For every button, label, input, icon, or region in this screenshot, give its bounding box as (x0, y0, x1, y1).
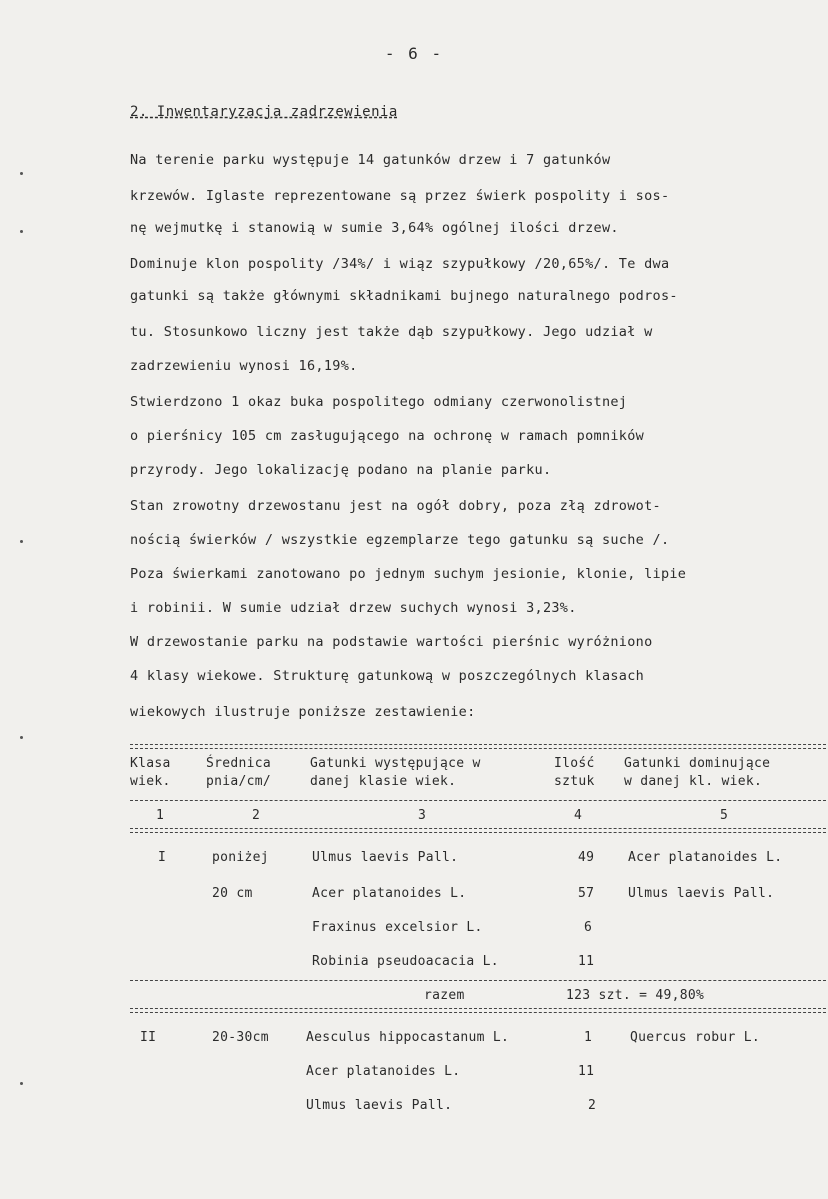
diameter-value: 20 cm (212, 886, 253, 901)
margin-dot (20, 736, 23, 739)
body-line: wiekowych ilustruje poniższe zestawienie: (130, 704, 476, 720)
class-label: II (140, 1030, 157, 1045)
table-rule (130, 828, 826, 829)
header-count: Ilość (554, 756, 595, 771)
count-value: 1 (584, 1030, 593, 1045)
total-value: 123 szt. = 49,80% (566, 988, 705, 1003)
column-number: 3 (418, 808, 427, 823)
body-line: nością świerków / wszystkie egzemplarze tego gatunku są suche /. (130, 532, 670, 548)
body-line: Stwierdzono 1 okaz buka pospolitego odmiany czerwonolistnej (130, 394, 628, 410)
column-number: 1 (156, 808, 165, 823)
count-value: 2 (588, 1098, 597, 1113)
body-line: 4 klasy wiekowe. Strukturę gatunkową w poszczególnych klasach (130, 668, 645, 684)
header-count: sztuk (554, 774, 595, 789)
header-diameter: Średnica (206, 756, 272, 771)
species-name: Ulmus laevis Pall. (312, 850, 459, 865)
margin-dot (20, 540, 23, 543)
dominant-species: Ulmus laevis Pall. (628, 886, 775, 901)
header-dominant: w danej kl. wiek. (624, 774, 763, 789)
count-value: 6 (584, 920, 593, 935)
margin-dot (20, 1082, 23, 1085)
margin-dot (20, 230, 23, 233)
body-line: przyrody. Jego lokalizację podano na planie parku. (130, 462, 552, 478)
species-name: Fraxinus excelsior L. (312, 920, 483, 935)
count-value: 11 (578, 1064, 595, 1079)
header-class: wiek. (130, 774, 171, 789)
body-line: Poza świerkami zanotowano po jednym suchym jesionie, klonie, lipie (130, 566, 687, 582)
page-number: - 6 - (384, 44, 444, 63)
header-diameter: pnia/cm/ (206, 774, 272, 789)
body-line: zadrzewieniu wynosi 16,19%. (130, 358, 358, 374)
table-rule (130, 832, 826, 833)
column-number: 4 (574, 808, 583, 823)
diameter-value: 20-30cm (212, 1030, 269, 1045)
body-line: o pierśnicy 105 cm zasługującego na ochronę w ramach pomników (130, 428, 645, 444)
section-heading: 2. Inwentaryzacja zadrzewienia (130, 104, 398, 120)
body-line: i robinii. W sumie udział drzew suchych wynosi 3,23%. (130, 600, 577, 616)
total-label: razem (424, 988, 465, 1003)
header-species: Gatunki występujące w (310, 756, 481, 771)
table-rule (130, 744, 826, 745)
species-name: Ulmus laevis Pall. (306, 1098, 453, 1113)
class-label: I (158, 850, 167, 865)
body-line: Dominuje klon pospolity /34%/ i wiąz szypułkowy /20,65%/. Te dwa (130, 256, 670, 272)
body-line: Stan zrowotny drzewostanu jest na ogół dobry, poza złą zdrowot- (130, 498, 661, 514)
species-name: Robinia pseudoacacia L. (312, 954, 499, 969)
dominant-species: Quercus robur L. (630, 1030, 761, 1045)
margin-dot (20, 172, 23, 175)
table-rule (130, 748, 826, 749)
body-line: nę wejmutkę i stanowią w sumie 3,64% ogólnej ilości drzew. (130, 220, 619, 236)
header-dominant: Gatunki dominujące (624, 756, 771, 771)
dominant-species: Acer platanoides L. (628, 850, 783, 865)
table-rule (130, 980, 826, 981)
body-line: krzewów. Iglaste reprezentowane są przez świerk pospolity i sos- (130, 188, 670, 204)
table-rule (130, 1012, 826, 1013)
diameter-value: poniżej (212, 850, 269, 865)
count-value: 11 (578, 954, 595, 969)
header-species: danej klasie wiek. (310, 774, 457, 789)
species-name: Acer platanoides L. (312, 886, 467, 901)
column-number: 2 (252, 808, 261, 823)
count-value: 49 (578, 850, 595, 865)
body-line: W drzewostanie parku na podstawie wartości pierśnic wyróżniono (130, 634, 653, 650)
species-name: Acer platanoides L. (306, 1064, 461, 1079)
count-value: 57 (578, 886, 595, 901)
body-line: Na terenie parku występuje 14 gatunków drzew i 7 gatunków (130, 152, 611, 168)
table-rule (130, 1008, 826, 1009)
column-number: 5 (720, 808, 729, 823)
species-name: Aesculus hippocastanum L. (306, 1030, 510, 1045)
header-class: Klasa (130, 756, 171, 771)
body-text (130, 0, 808, 720)
table-rule (130, 800, 826, 801)
body-line: tu. Stosunkowo liczny jest także dąb szypułkowy. Jego udział w (130, 324, 653, 340)
body-line: gatunki są także głównymi składnikami bujnego naturalnego podros- (130, 288, 678, 304)
